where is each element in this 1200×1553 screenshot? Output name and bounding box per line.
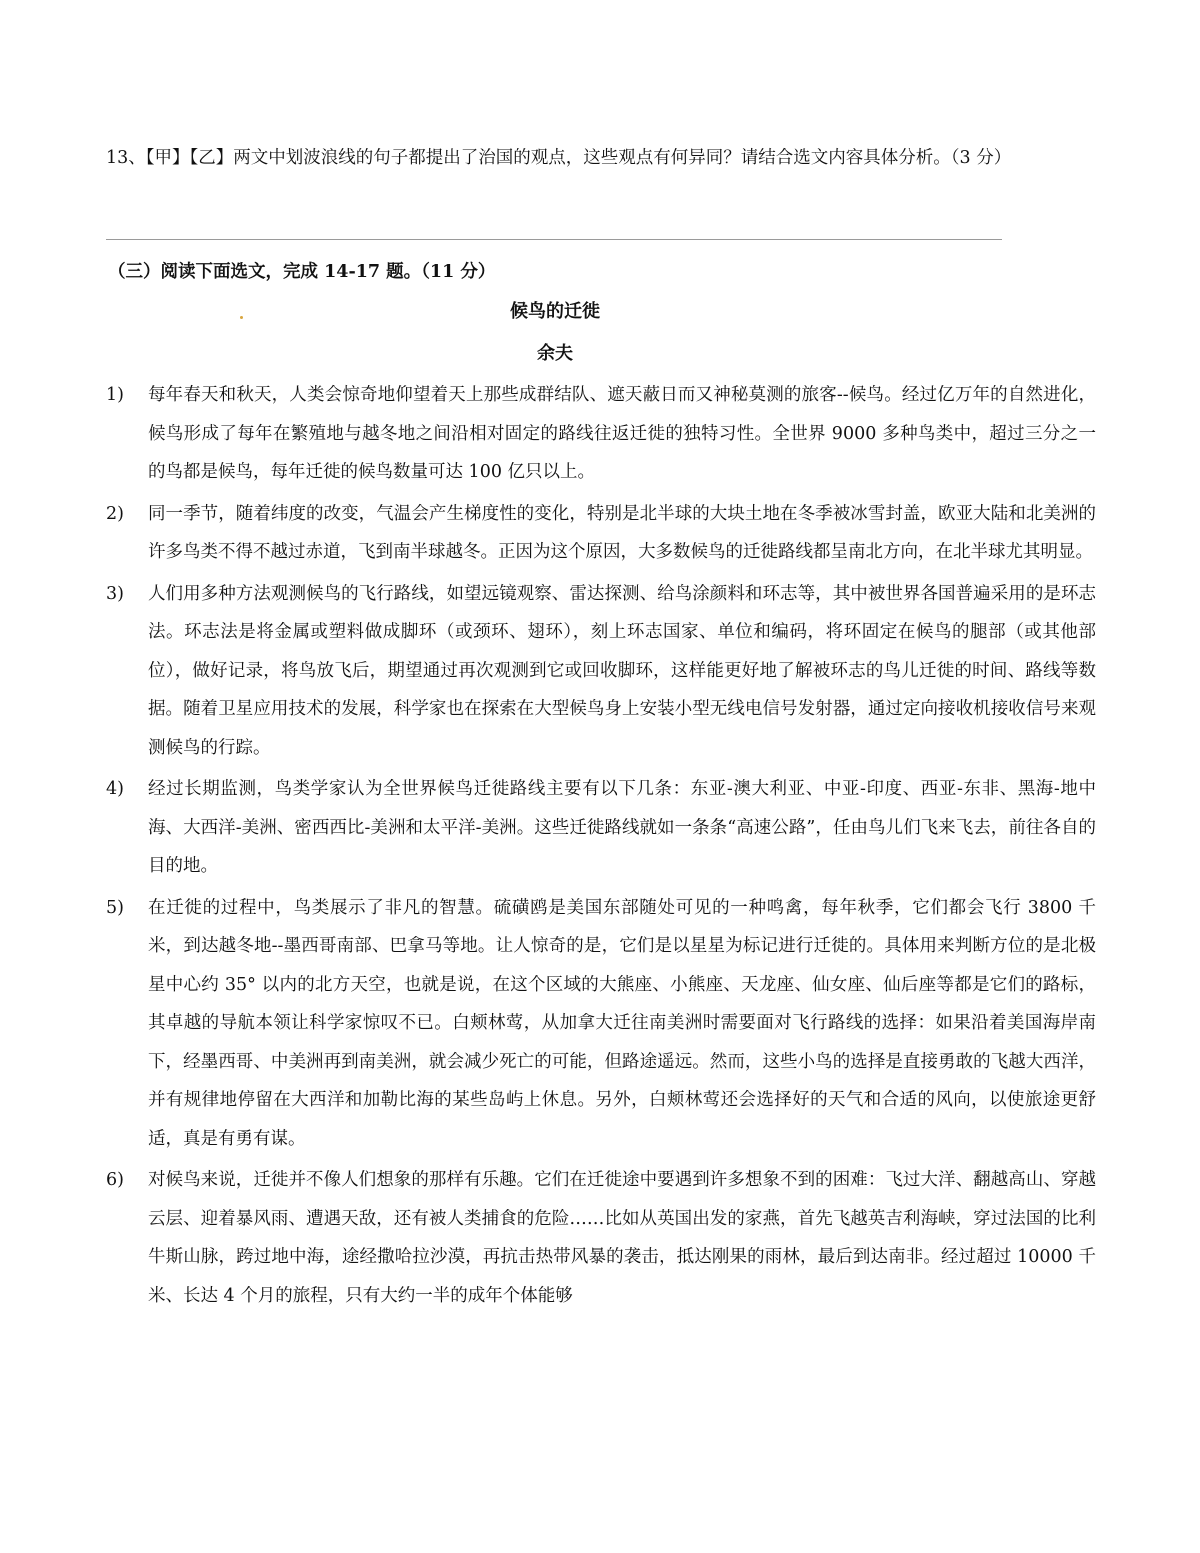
paragraph-number: 3) — [106, 583, 124, 604]
paragraph-text: 每年春天和秋天，人类会惊奇地仰望着天上那些成群结队、遮天蔽日而又神秘莫测的旅客--候鸟。经过亿万年的自然进化，候鸟形成了每年在繁殖地与越冬地之间沿相对固定的路线往返迁徙的独特习性。全世界 9000 多种鸟类中，超过三分之一的鸟都是候鸟，每年迁徙的候鸟数量可达 100 亿只以上。 — [148, 385, 1096, 482]
paragraph-number: 2) — [106, 503, 124, 524]
answer-line — [106, 239, 1002, 240]
paragraph-text: 对候鸟来说，迁徙并不像人们想象的那样有乐趣。它们在迁徙途中要遇到许多想象不到的困难：飞过大洋、翻越高山、穿越云层、迎着暴风雨、遭遇天敌，还有被人类捕食的危险……比如从英国出发的家燕，首先飞越英吉利海峡，穿过法国的比利牛斯山脉，跨过地中海，途经撒哈拉沙漠，再抗击热带风暴的袭击，抵达刚果的雨林，最后到达南非。经过超过 10000 千米、长达 4 个月的旅程，只有大约一半的成年个体能够 — [148, 1170, 1096, 1306]
paragraph-text: 同一季节，随着纬度的改变，气温会产生梯度性的变化，特别是北半球的大块土地在冬季被冰雪封盖，欧亚大陆和北美洲的许多鸟类不得不越过赤道，飞到南半球越冬。正因为这个原因，大多数候鸟的迁徙路线都呈南北方向，在北半球尤其明显。 — [148, 503, 1096, 562]
article-author: 余夫 — [537, 343, 573, 364]
article-body — [106, 376, 1096, 1318]
section-three-heading: （三）阅读下面选文，完成 14-17 题。（11 分） — [108, 262, 496, 282]
question-13: 13、【甲】【乙】两文中划波浪线的句子都提出了治国的观点，这些观点有何异同？请结合选文内容具体分析。（3 分） — [106, 148, 1012, 168]
paragraph-number: 4) — [106, 779, 124, 799]
paragraph-number: 6) — [106, 1170, 124, 1190]
paragraph-3 — [106, 575, 1096, 768]
paragraph-number: 1) — [106, 385, 124, 405]
article-title: 候鸟的迁徙 — [510, 301, 600, 322]
paragraph-text: 在迁徙的过程中，鸟类展示了非凡的智慧。硫磺鸥是美国东部随处可见的一种鸣禽，每年秋季，它们都会飞行 3800 千米，到达越冬地--墨西哥南部、巴拿马等地。让人惊奇的是，它们是以星星为标记进行迁徙的。具体用来判断方位的是北极星中心约 35° 以内的北方天空，也就是说，在这个区域的大熊座、小熊座、天龙座、仙女座、仙后座等都是它们的路标，其卓越的导航本领让科学家惊叹不已。白颊林莺，从加拿大迁往南美洲时需要面对飞行路线的选择：如果沿着美国海岸南下，经墨西哥、中美洲再到南美洲，就会减少死亡的可能，但路途遥远。然而，这些小鸟的选择是直接勇敢的飞越大西洋，并有规律地停留在大西洋和加勒比海的某些岛屿上休息。另外，白颊林莺还会选择好的天气和合适的风向，以使旅途更舒适，真是有勇有谋。 — [148, 897, 1096, 1149]
paragraph-1 — [106, 376, 1096, 492]
paragraph-text: 人们用多种方法观测候鸟的飞行路线，如望远镜观察、雷达探测、给鸟涂颜料和环志等，其中被世界各国普遍采用的是环志法。环志法是将金属或塑料做成脚环（或颈环、翅环），刻上环志国家、单位和编码，将环固定在候鸟的腿部（或其他部位），做好记录，将鸟放飞后，期望通过再次观测到它或回收脚环，这样能更好地了解被环志的鸟儿迁徙的时间、路线等数据。随着卫星应用技术的发展，科学家也在探索在大型候鸟身上安装小型无线电信号发射器，通过定向接收机接收信号来观测候鸟的行踪。 — [148, 583, 1096, 758]
paragraph-number: 5) — [106, 897, 124, 918]
paragraph-5 — [106, 889, 1096, 1159]
paragraph-2 — [106, 495, 1096, 572]
paragraph-6 — [106, 1161, 1096, 1315]
paragraph-4 — [106, 770, 1096, 886]
paragraph-text: 经过长期监测，鸟类学家认为全世界候鸟迁徙路线主要有以下几条：东亚-澳大利亚、中亚-印度、西亚-东非、黑海-地中海、大西洋-美洲、密西西比-美洲和太平洋-美洲。这些迁徙路线就如一条条“高速公路”，任由鸟儿们飞来飞去，前往各自的目的地。 — [148, 779, 1096, 876]
